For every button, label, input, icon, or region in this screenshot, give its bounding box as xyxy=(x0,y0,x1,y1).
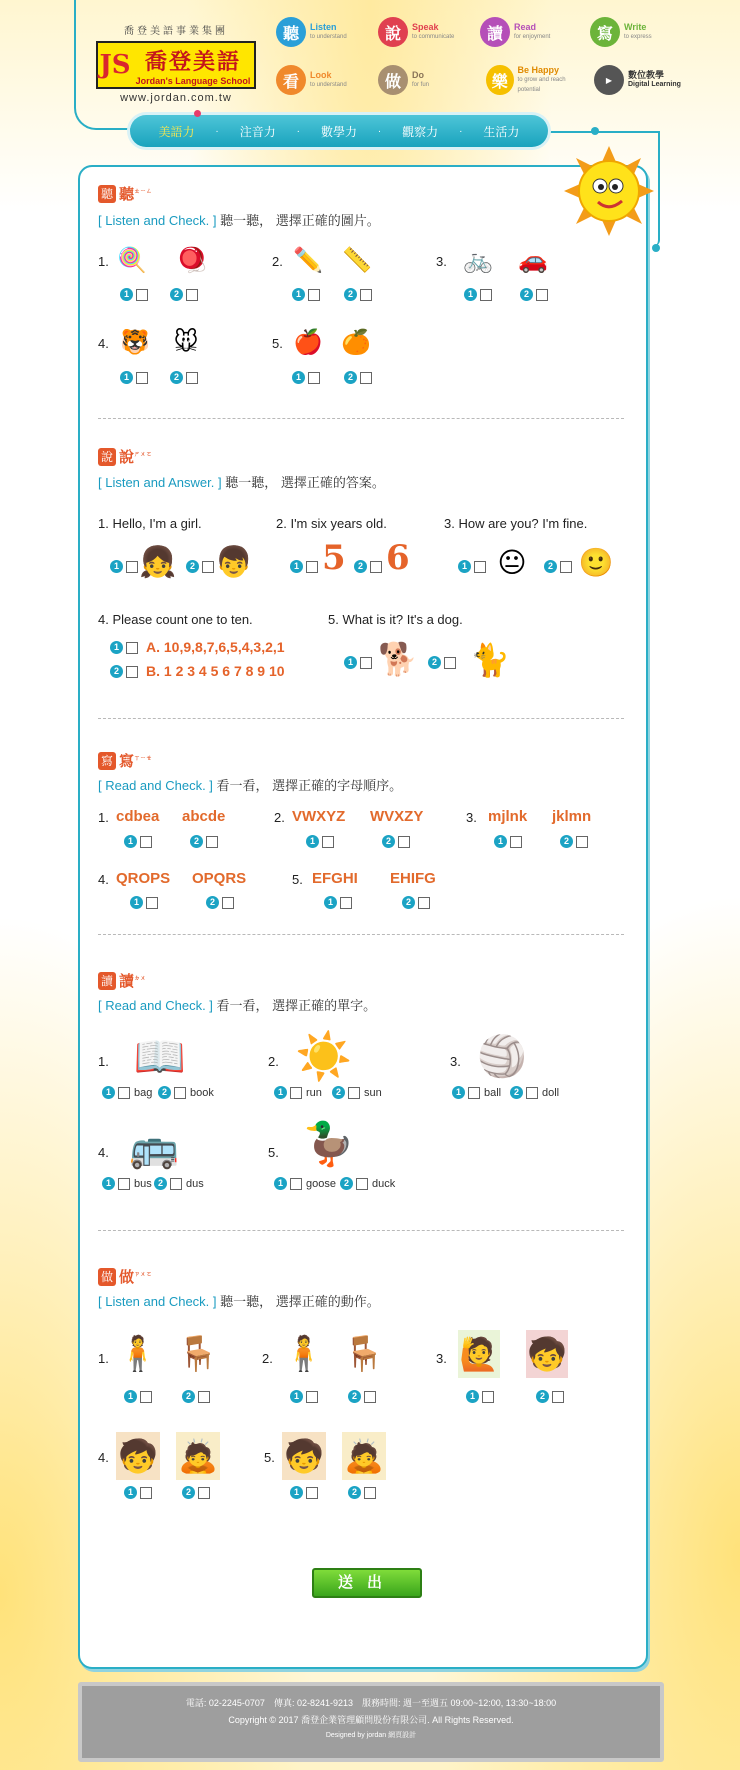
option-2[interactable]: 2 xyxy=(402,896,434,909)
option-2[interactable]: 2 xyxy=(428,656,460,669)
menu-item-life[interactable]: 生活力 xyxy=(483,124,520,139)
sit-down-icon: 🪑 xyxy=(176,1335,220,1373)
boy-icon: 👦 xyxy=(215,545,253,579)
option-1[interactable]: 1 xyxy=(130,896,162,909)
checkbox[interactable] xyxy=(126,561,138,573)
wave-icon: 🙋 xyxy=(458,1330,500,1378)
digital-icon: ▶ xyxy=(594,65,624,95)
checkbox[interactable] xyxy=(340,897,352,909)
checkbox[interactable] xyxy=(360,289,372,301)
eye-icon: 讀 xyxy=(98,972,116,990)
question-number: 2. xyxy=(262,1351,273,1366)
checkbox[interactable] xyxy=(474,561,486,573)
section-listen-head xyxy=(98,183,152,204)
question-number: 4. xyxy=(98,336,109,351)
section-read-head xyxy=(98,970,146,991)
main-menu: 美語力 · 注音力 · 數學力 · 觀察力 · 生活力 xyxy=(130,115,548,147)
logo-en: Jordan's Language School xyxy=(135,75,251,86)
option-2[interactable]: 2 xyxy=(170,371,202,384)
option-2[interactable]: 2 xyxy=(520,288,552,301)
cat-icon: 🐈 xyxy=(470,642,510,678)
submit-button[interactable]: 送出 xyxy=(312,1568,422,1598)
option-1[interactable]: 1 xyxy=(290,1486,322,1499)
checkbox[interactable] xyxy=(482,1391,494,1403)
checkbox[interactable] xyxy=(306,561,318,573)
option-1[interactable]: 1 xyxy=(124,835,156,848)
section-title: 寫$^{ㄒㄧㄝ}$ xyxy=(119,753,153,770)
footer-designer[interactable]: Designed by jordan 網頁設計 xyxy=(325,1732,417,1739)
ear-icon: 聽 xyxy=(98,185,116,203)
checkbox[interactable] xyxy=(364,1391,376,1403)
option-2[interactable]: 2 duck xyxy=(340,1177,395,1190)
question-text: 3. How are you? I'm fine. xyxy=(444,516,588,531)
checkbox[interactable] xyxy=(198,1487,210,1499)
option-1[interactable]: 1 xyxy=(306,835,338,848)
checkbox[interactable] xyxy=(140,1487,152,1499)
speak-icon: 說 xyxy=(378,17,408,47)
deco-line-left xyxy=(74,0,136,130)
letters-option-b: EHIFG xyxy=(390,870,436,887)
letters-option-a: mjlnk xyxy=(488,808,528,825)
option-1[interactable]: 1 xyxy=(120,288,152,301)
yoyo-icon: 🪀 xyxy=(177,246,207,274)
option-2[interactable]: 2 xyxy=(186,560,218,573)
nav-listen[interactable]: 聽 Listen to understand xyxy=(276,14,374,50)
question-number: 5. xyxy=(272,336,283,351)
stand-up-icon: 🧍 xyxy=(282,1335,326,1373)
menu-item-observation[interactable]: 觀察力 xyxy=(402,124,439,139)
nav-speak[interactable]: 說 Speak to communicate xyxy=(378,14,476,50)
question-text: 1. Hello, I'm a girl. xyxy=(98,516,202,531)
question-number: 1. xyxy=(98,1054,109,1069)
letters-option-b: jklmn xyxy=(552,808,592,825)
checkbox[interactable] xyxy=(222,897,234,909)
checkbox[interactable] xyxy=(468,1087,480,1099)
option-1[interactable]: 1 run xyxy=(274,1086,322,1099)
option-2[interactable]: 2 sun xyxy=(332,1086,382,1099)
checkbox[interactable] xyxy=(126,666,138,678)
listen-icon: 聽 xyxy=(276,17,306,47)
question-number: 5. xyxy=(264,1450,275,1465)
option-2[interactable]: 2 xyxy=(536,1390,568,1403)
logo-cn: 喬登美語 xyxy=(144,48,241,74)
checkbox[interactable] xyxy=(348,1087,360,1099)
neutral-face-icon: 😐 xyxy=(497,546,527,578)
checkbox[interactable] xyxy=(146,897,158,909)
mouse-icon: 🐭 xyxy=(173,328,199,356)
question-number: 4. xyxy=(98,1450,109,1465)
question-number: 3. xyxy=(450,1054,461,1069)
checkbox[interactable] xyxy=(552,1391,564,1403)
section-divider xyxy=(98,1230,624,1231)
footer-contact: 電話: 02-2245-0707 傳真: 02-8241-9213 服務時間: 週一至週五 09:00~12:00, 13:30~18:00 xyxy=(185,1698,557,1708)
smiling-face-icon: 🙂 xyxy=(578,546,614,578)
footer xyxy=(78,1682,664,1762)
option-1[interactable]: 1 goose xyxy=(274,1177,336,1190)
mouth-icon: 說 xyxy=(98,448,116,466)
letters-option-a: QROPS xyxy=(116,870,171,887)
section-title: 說$^{ㄕㄨㄛ}$ xyxy=(119,449,153,466)
option-1[interactable]: 1 xyxy=(120,371,152,384)
option-1[interactable]: 1 bus xyxy=(102,1177,152,1190)
deco-dot xyxy=(591,127,599,135)
option-2[interactable]: 2 xyxy=(344,371,376,384)
header-nav xyxy=(276,14,696,104)
letters-option-b: OPQRS xyxy=(192,870,247,887)
question-number: 5. xyxy=(292,872,303,887)
option-1[interactable]: 1 xyxy=(494,835,526,848)
checkbox[interactable] xyxy=(444,657,456,669)
ball-icon: 🏐 xyxy=(477,1034,527,1079)
checkbox[interactable] xyxy=(322,836,334,848)
option-2[interactable]: 2 xyxy=(110,665,142,678)
checkbox[interactable] xyxy=(118,1178,130,1190)
option-1[interactable]: 1 xyxy=(292,371,324,384)
option-2[interactable]: 2 xyxy=(206,896,238,909)
checkbox[interactable] xyxy=(140,1391,152,1403)
checkbox[interactable] xyxy=(364,1487,376,1499)
checkbox[interactable] xyxy=(306,1391,318,1403)
deco-line-right xyxy=(548,131,658,133)
nav-write[interactable]: 寫 Write to express xyxy=(590,14,688,50)
option-2[interactable]: 2 xyxy=(544,560,576,573)
question-text: 5. What is it? It's a dog. xyxy=(328,612,463,627)
question-number: 4. xyxy=(98,1145,109,1160)
option-2[interactable]: 2 xyxy=(182,1390,214,1403)
option-1[interactable]: 1 xyxy=(124,1486,156,1499)
question-number: 2. xyxy=(272,254,283,269)
section-speak-instruction: [ Listen and Answer. ] 聽一聽， 選擇正確的答案。 xyxy=(98,475,385,490)
checkbox[interactable] xyxy=(370,561,382,573)
letters-option-a: cdbea xyxy=(116,808,160,825)
section-speak-head xyxy=(98,446,152,467)
checkbox[interactable] xyxy=(202,561,214,573)
option-2[interactable]: 2 xyxy=(170,288,202,301)
option-1[interactable]: 1 xyxy=(324,896,356,909)
do-icon: 做 xyxy=(378,65,408,95)
checkbox[interactable] xyxy=(360,657,372,669)
child-icon: 🧒 xyxy=(116,1432,160,1480)
section-listen-instruction: [ Listen and Check. ] 聽一聽， 選擇正確的圖片。 xyxy=(98,213,380,228)
orange-icon: 🍊 xyxy=(341,328,371,356)
checkbox[interactable] xyxy=(206,836,218,848)
child-icon: 🧒 xyxy=(282,1432,326,1480)
count-option-a: A. 10,9,8,7,6,5,4,3,2,1 xyxy=(146,639,285,655)
number-six: 6 xyxy=(386,538,410,578)
number-five: 5 xyxy=(322,538,346,578)
sun-icon: ☀️ xyxy=(295,1029,353,1082)
pencil-icon: ✏️ xyxy=(293,246,323,274)
nav-digital-learning[interactable]: ▶ 數位教學 Digital Learning xyxy=(594,62,696,98)
checkbox[interactable] xyxy=(398,836,410,848)
letters-option-a: VWXYZ xyxy=(292,808,346,825)
option-2[interactable]: 2 xyxy=(354,560,386,573)
sun-mascot-icon xyxy=(564,146,654,236)
read-icon: 讀 xyxy=(480,17,510,47)
deco-dot xyxy=(652,244,660,252)
checkbox[interactable] xyxy=(126,642,138,654)
option-1[interactable]: 1 xyxy=(458,560,490,573)
checkbox[interactable] xyxy=(308,289,320,301)
option-2[interactable]: 2 xyxy=(348,1390,380,1403)
option-2[interactable]: 2 dus xyxy=(154,1177,204,1190)
checkbox[interactable] xyxy=(560,561,572,573)
look-icon: 看 xyxy=(276,65,306,95)
option-1[interactable]: 1 xyxy=(466,1390,498,1403)
checkbox[interactable] xyxy=(140,836,152,848)
child-icon: 🧒 xyxy=(526,1330,568,1378)
section-write-head xyxy=(98,750,152,771)
option-2[interactable]: 2 book xyxy=(158,1086,214,1099)
question-number: 3. xyxy=(436,254,447,269)
question-number: 3. xyxy=(436,1351,447,1366)
bow-icon: 🙇 xyxy=(176,1432,220,1480)
menu-item-zhuyin[interactable]: 注音力 xyxy=(239,124,276,139)
site-url: www.jordan.com.tw xyxy=(120,92,232,104)
checkbox[interactable] xyxy=(186,372,198,384)
option-1[interactable]: 1 xyxy=(344,656,376,669)
bow-icon: 🙇 xyxy=(342,1432,386,1480)
option-2[interactable]: 2 xyxy=(560,835,592,848)
option-2[interactable]: 2 xyxy=(190,835,222,848)
menu-item-english[interactable]: 美語力 xyxy=(158,124,195,139)
option-1[interactable]: 1 xyxy=(124,1390,156,1403)
letters-option-a: EFGHI xyxy=(312,870,358,887)
checkbox[interactable] xyxy=(136,372,148,384)
action-icon: 做 xyxy=(98,1268,116,1286)
option-1[interactable]: 1 bag xyxy=(102,1086,152,1099)
checkbox[interactable] xyxy=(480,289,492,301)
checkbox[interactable] xyxy=(576,836,588,848)
section-divider xyxy=(98,934,624,935)
option-2[interactable]: 2 xyxy=(344,288,376,301)
menu-active-dot xyxy=(194,110,201,117)
hand-icon: 寫 xyxy=(98,752,116,770)
section-write-instruction: [ Read and Check. ] 看一看， 選擇正確的字母順序。 xyxy=(98,778,403,793)
checkbox[interactable] xyxy=(136,289,148,301)
happy-icon: 樂 xyxy=(486,65,514,95)
question-text: 4. Please count one to ten. xyxy=(98,612,253,627)
car-icon: 🚗 xyxy=(518,246,548,274)
option-1[interactable]: 1 xyxy=(110,560,142,573)
checkbox[interactable] xyxy=(360,372,372,384)
girl-icon: 👧 xyxy=(139,545,177,579)
option-1[interactable]: 1 xyxy=(290,560,322,573)
checkbox[interactable] xyxy=(290,1178,302,1190)
checkbox[interactable] xyxy=(306,1487,318,1499)
section-title: 聽$^{ㄊㄧㄥ}$ xyxy=(119,186,153,203)
sit-down-icon: 🪑 xyxy=(342,1335,386,1373)
write-icon: 寫 xyxy=(590,17,620,47)
lollipop-icon: 🍭 xyxy=(117,246,147,274)
menu-item-math[interactable]: 數學力 xyxy=(320,124,357,139)
option-2[interactable]: 2 xyxy=(348,1486,380,1499)
question-number: 1. xyxy=(98,1351,109,1366)
letters-option-b: WVXZY xyxy=(370,808,424,825)
question-number: 5. xyxy=(268,1145,279,1160)
stand-up-icon: 🧍 xyxy=(116,1335,160,1373)
bus-icon: 🚌 xyxy=(129,1125,179,1170)
checkbox[interactable] xyxy=(356,1178,368,1190)
nav-look[interactable]: 看 Look to understand xyxy=(276,62,374,98)
question-number: 3. xyxy=(466,810,477,825)
bicycle-icon: 🚲 xyxy=(463,246,493,274)
section-divider xyxy=(98,718,624,719)
checkbox[interactable] xyxy=(186,289,198,301)
section-do-instruction: [ Listen and Check. ] 聽一聽， 選擇正確的動作。 xyxy=(98,1294,380,1309)
nav-be-happy[interactable]: 樂 Be Happy to grow and reach potential xyxy=(486,62,584,98)
section-title: 做$^{ㄗㄨㄛ}$ xyxy=(119,1269,153,1286)
checkbox[interactable] xyxy=(526,1087,538,1099)
nav-do[interactable]: 做 Do for fun xyxy=(378,62,476,98)
dog-icon: 🐕 xyxy=(378,641,418,677)
question-number: 4. xyxy=(98,872,109,887)
option-1[interactable]: 1 xyxy=(292,288,324,301)
checkbox[interactable] xyxy=(418,897,430,909)
option-1[interactable]: 1 xyxy=(290,1390,322,1403)
nav-read[interactable]: 讀 Read for enjoyment xyxy=(480,14,578,50)
deco-line-right-down xyxy=(654,131,660,246)
section-divider xyxy=(98,418,624,419)
checkbox[interactable] xyxy=(290,1087,302,1099)
checkbox[interactable] xyxy=(118,1087,130,1099)
book-icon: 📖 xyxy=(133,1032,187,1080)
letters-option-b: abcde xyxy=(182,808,226,825)
checkbox[interactable] xyxy=(170,1178,182,1190)
option-2[interactable]: 2 xyxy=(182,1486,214,1499)
option-2[interactable]: 2 doll xyxy=(510,1086,559,1099)
cat-icon: 🐯 xyxy=(120,328,150,356)
option-1[interactable]: 1 ball xyxy=(452,1086,501,1099)
question-number: 1. xyxy=(98,810,109,825)
logo-mark: JS xyxy=(99,50,131,80)
duck-icon: 🦆 xyxy=(302,1119,356,1167)
apple-icon: 🍎 xyxy=(293,328,323,356)
count-option-b: B. 1 2 3 4 5 6 7 8 9 10 xyxy=(146,663,285,679)
section-do-head xyxy=(98,1266,152,1287)
question-text: 2. I'm six years old. xyxy=(276,516,387,531)
ruler-icon: 📏 xyxy=(342,246,372,274)
checkbox[interactable] xyxy=(174,1087,186,1099)
group-title: 喬登美語事業集團 xyxy=(124,26,228,37)
question-number: 1. xyxy=(98,254,109,269)
checkbox[interactable] xyxy=(198,1391,210,1403)
option-1[interactable]: 1 xyxy=(110,641,142,654)
footer-copyright: Copyright © 2017 喬登企業管理顧問股份有限公司. All Rights Reserved. xyxy=(228,1715,514,1725)
checkbox[interactable] xyxy=(510,836,522,848)
section-title: 讀$^{ㄉㄨ}$ xyxy=(119,973,147,990)
question-number: 2. xyxy=(268,1054,279,1069)
section-read-instruction: [ Read and Check. ] 看一看， 選擇正確的單字。 xyxy=(98,998,377,1013)
question-number: 2. xyxy=(274,810,285,825)
checkbox[interactable] xyxy=(308,372,320,384)
option-2[interactable]: 2 xyxy=(382,835,414,848)
checkbox[interactable] xyxy=(536,289,548,301)
option-1[interactable]: 1 xyxy=(464,288,496,301)
